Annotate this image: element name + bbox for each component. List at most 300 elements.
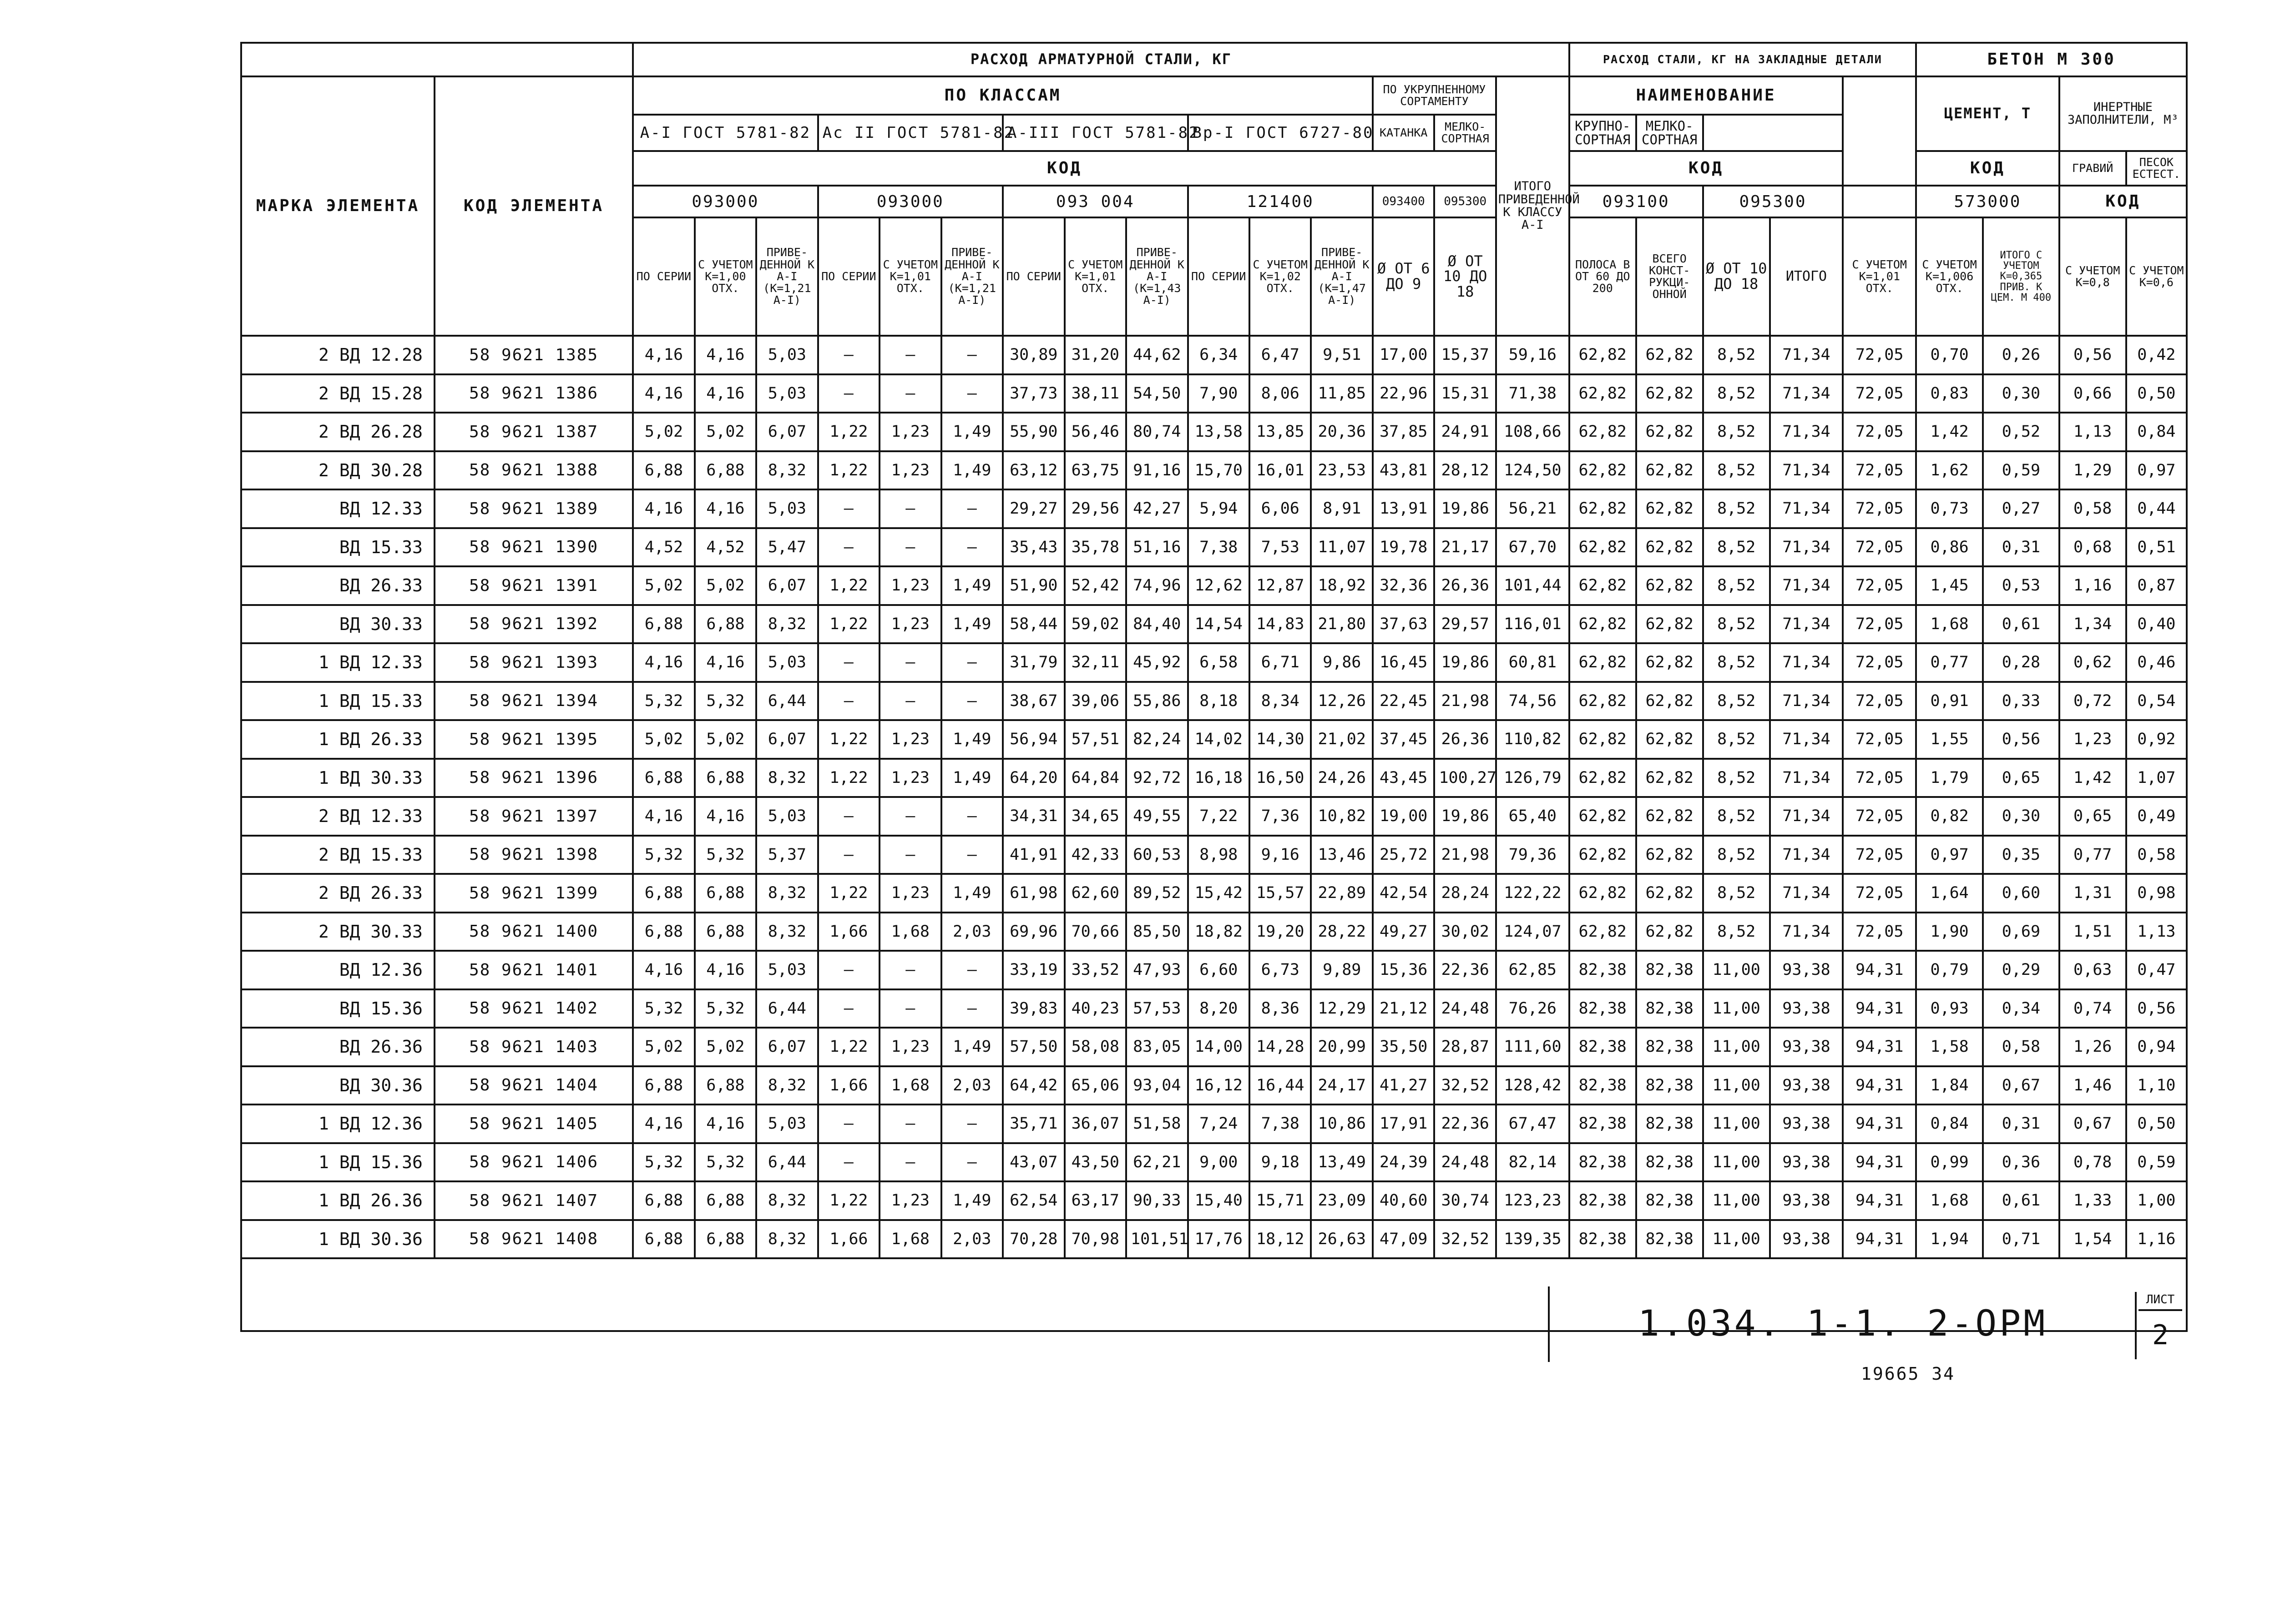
total-reduced: ИТОГО ПРИВЕДЕННОЙ К КЛАССУ А-I (1496, 76, 1569, 336)
code-573000: 573000 (1916, 186, 2059, 217)
table-cell: 93,38 (1770, 1143, 1843, 1182)
table-cell: 0,27 (1983, 489, 2059, 528)
table-cell: 1,33 (2059, 1181, 2126, 1220)
table-cell: 71,34 (1770, 566, 1843, 605)
table-cell: 2,03 (941, 913, 1003, 951)
element-mark: ВД 15.33 (241, 528, 435, 567)
table-cell: 122,22 (1496, 874, 1569, 913)
table-cell: 8,20 (1188, 989, 1249, 1028)
table-cell: 6,73 (1249, 951, 1311, 989)
table-cell: 43,07 (1003, 1143, 1064, 1182)
table-cell: 111,60 (1496, 1028, 1569, 1066)
table-cell: 1,13 (2059, 413, 2126, 451)
class-bp1: Вр-I ГОСТ 6727-80 (1188, 115, 1373, 151)
table-cell: 108,66 (1496, 413, 1569, 451)
table-cell: 0,50 (2126, 1105, 2187, 1143)
table-cell: 55,90 (1003, 413, 1064, 451)
table-cell: 6,88 (633, 605, 694, 644)
sub-by-series-2: ПО СЕРИИ (818, 217, 880, 336)
table-cell: 93,38 (1770, 1028, 1843, 1066)
sub-cement-total: ИТОГО С УЧЕТОМ К=0,365 ПРИВ. К ЦЕМ. М 400 (1983, 217, 2059, 336)
table-cell: 0,52 (1983, 413, 2059, 451)
sub-by-series-1: ПО СЕРИИ (633, 217, 694, 336)
table-cell: 14,02 (1188, 720, 1249, 759)
table-cell: 14,83 (1249, 605, 1311, 644)
table-cell: 22,96 (1373, 374, 1434, 413)
table-cell: 11,00 (1703, 1066, 1770, 1105)
table-cell: 93,04 (1126, 1066, 1188, 1105)
table-cell: 32,52 (1434, 1220, 1496, 1259)
table-cell: 1,66 (818, 1220, 880, 1259)
table-cell: 71,34 (1770, 413, 1843, 451)
table-cell: 0,58 (2059, 489, 2126, 528)
table-cell: 0,92 (2126, 720, 2187, 759)
table-cell: 94,31 (1843, 951, 1916, 989)
table-cell: 5,02 (695, 566, 756, 605)
table-cell: 11,00 (1703, 1181, 1770, 1220)
table-cell: – (880, 1143, 941, 1182)
aggregates: ИНЕРТНЫЕ ЗАПОЛНИТЕЛИ, М³ (2059, 76, 2187, 151)
table-cell: 7,38 (1249, 1105, 1311, 1143)
sub-itogo: ИТОГО (1770, 217, 1843, 336)
table-cell: – (818, 643, 880, 682)
table-cell: 0,65 (1983, 759, 2059, 797)
element-code: 58 9621 1397 (435, 797, 633, 836)
table-cell: 55,86 (1126, 682, 1188, 721)
table-cell: 82,38 (1636, 1220, 1703, 1259)
table-cell: 94,31 (1843, 1181, 1916, 1220)
table-cell: 18,82 (1188, 913, 1249, 951)
table-cell: 71,34 (1770, 682, 1843, 721)
table-cell: 0,71 (1983, 1220, 2059, 1259)
col-mark: МАРКА ЭЛЕМЕНТА (241, 76, 435, 336)
table-row (241, 451, 2187, 490)
table-cell: 1,79 (1916, 759, 1983, 797)
table-cell: 33,52 (1065, 951, 1126, 989)
sheet-label: ЛИСТ (2138, 1293, 2182, 1311)
table-cell: 62,82 (1636, 759, 1703, 797)
table-cell: 72,05 (1843, 643, 1916, 682)
table-cell: 38,67 (1003, 682, 1064, 721)
table-cell: 42,33 (1065, 836, 1126, 874)
table-cell: 91,16 (1126, 451, 1188, 490)
table-cell: 32,36 (1373, 566, 1434, 605)
table-cell: 62,85 (1496, 951, 1569, 989)
table-cell: 0,56 (2126, 989, 2187, 1028)
table-cell: 13,46 (1311, 836, 1372, 874)
table-cell: 5,03 (756, 489, 818, 528)
table-cell: 62,82 (1569, 566, 1636, 605)
table-cell: 139,35 (1496, 1220, 1569, 1259)
table-cell: 71,34 (1770, 374, 1843, 413)
table-cell: 6,88 (695, 759, 756, 797)
table-cell: 5,47 (756, 528, 818, 567)
table-cell: 62,82 (1569, 528, 1636, 567)
table-cell: 24,48 (1434, 989, 1496, 1028)
table-row (241, 643, 2187, 682)
table-cell: 51,90 (1003, 566, 1064, 605)
table-cell: 5,03 (756, 951, 818, 989)
table-cell: 1,34 (2059, 605, 2126, 644)
table-cell: 41,27 (1373, 1066, 1434, 1105)
class-a1: А-I ГОСТ 5781-82 (633, 115, 818, 151)
table-cell: 51,58 (1126, 1105, 1188, 1143)
steel-consumption-table (240, 42, 2188, 1332)
table-cell: 72,05 (1843, 759, 1916, 797)
element-code: 58 9621 1399 (435, 874, 633, 913)
table-cell: 8,98 (1188, 836, 1249, 874)
code-label-2: КОД (1569, 151, 1843, 186)
table-cell: 4,16 (633, 951, 694, 989)
table-cell: 11,85 (1311, 374, 1372, 413)
table-cell: 93,38 (1770, 1066, 1843, 1105)
table-cell: 82,38 (1569, 1105, 1636, 1143)
element-code: 58 9621 1386 (435, 374, 633, 413)
table-cell: 0,35 (1983, 836, 2059, 874)
table-cell: 4,16 (633, 374, 694, 413)
table-row (241, 1066, 2187, 1105)
table-cell: 62,82 (1636, 336, 1703, 374)
table-cell: 0,69 (1983, 913, 2059, 951)
table-cell: – (880, 489, 941, 528)
emb-blank (1843, 76, 1916, 186)
table-cell: 0,58 (1983, 1028, 2059, 1066)
table-cell: 5,03 (756, 797, 818, 836)
table-cell: 92,72 (1126, 759, 1188, 797)
table-cell: 0,56 (1983, 720, 2059, 759)
table-cell: 72,05 (1843, 874, 1916, 913)
table-cell: 16,01 (1249, 451, 1311, 490)
table-cell: 4,16 (695, 951, 756, 989)
table-cell: 6,88 (633, 913, 694, 951)
table-cell: 28,12 (1434, 451, 1496, 490)
table-row (241, 951, 2187, 989)
table-cell: 9,18 (1249, 1143, 1311, 1182)
table-cell: 26,36 (1434, 720, 1496, 759)
table-row (241, 720, 2187, 759)
table-cell: 14,00 (1188, 1028, 1249, 1066)
table-cell: 82,38 (1569, 1181, 1636, 1220)
table-cell: 6,88 (695, 913, 756, 951)
table-cell: 71,34 (1770, 489, 1843, 528)
table-cell: 71,34 (1770, 643, 1843, 682)
table-cell: 8,52 (1703, 528, 1770, 567)
element-code: 58 9621 1389 (435, 489, 633, 528)
table-row (241, 682, 2187, 721)
table-cell: 71,34 (1770, 605, 1843, 644)
title-embedded: РАСХОД СТАЛИ, КГ НА ЗАКЛАДНЫЕ ДЕТАЛИ (1569, 43, 1916, 76)
table-cell: 18,92 (1311, 566, 1372, 605)
table-cell: 82,38 (1569, 1143, 1636, 1182)
table-cell: 29,56 (1065, 489, 1126, 528)
table-cell: 6,88 (633, 1066, 694, 1105)
element-code: 58 9621 1402 (435, 989, 633, 1028)
table-cell: 62,82 (1569, 797, 1636, 836)
table-cell: 15,31 (1434, 374, 1496, 413)
table-cell: 62,82 (1569, 720, 1636, 759)
table-cell: 56,21 (1496, 489, 1569, 528)
table-cell: 64,42 (1003, 1066, 1064, 1105)
sub-d10-18: Ø ОТ 10 ДО 18 (1434, 217, 1496, 336)
table-cell: 72,05 (1843, 413, 1916, 451)
table-cell: 0,60 (1983, 874, 2059, 913)
table-cell: 4,16 (633, 336, 694, 374)
table-cell: 9,00 (1188, 1143, 1249, 1182)
gravel: ГРАВИЙ (2059, 151, 2126, 186)
table-cell: 62,82 (1636, 682, 1703, 721)
table-cell: 6,88 (695, 1181, 756, 1220)
table-cell: 94,31 (1843, 1105, 1916, 1143)
element-mark: 2 ВД 15.28 (241, 374, 435, 413)
table-cell: 5,02 (695, 720, 756, 759)
table-cell: 13,49 (1311, 1143, 1372, 1182)
table-cell: 6,07 (756, 720, 818, 759)
table-cell: 62,82 (1636, 874, 1703, 913)
table-cell: – (818, 1143, 880, 1182)
table-cell: 38,11 (1065, 374, 1126, 413)
code-093100: 093100 (1569, 186, 1703, 217)
table-cell: 82,38 (1636, 1028, 1703, 1066)
table-cell: 0,70 (1916, 336, 1983, 374)
col-code: КОД ЭЛЕМЕНТА (435, 76, 633, 336)
table-cell: 1,10 (2126, 1066, 2187, 1105)
table-cell: 9,51 (1311, 336, 1372, 374)
table-cell: 57,51 (1065, 720, 1126, 759)
table-cell: 0,61 (1983, 605, 2059, 644)
table-cell: 62,82 (1636, 720, 1703, 759)
table-cell: 35,50 (1373, 1028, 1434, 1066)
table-cell: 0,87 (2126, 566, 2187, 605)
table-cell: 72,05 (1843, 913, 1916, 951)
table-cell: 0,54 (2126, 682, 2187, 721)
table-cell: 57,53 (1126, 989, 1188, 1028)
table-cell: 0,77 (2059, 836, 2126, 874)
table-row (241, 1143, 2187, 1182)
table-cell: 71,34 (1770, 874, 1843, 913)
table-cell: 25,72 (1373, 836, 1434, 874)
table-cell: 1,49 (941, 566, 1003, 605)
table-cell: 10,82 (1311, 797, 1372, 836)
table-cell: 71,34 (1770, 913, 1843, 951)
table-cell: 11,00 (1703, 1143, 1770, 1182)
table-cell: – (941, 682, 1003, 721)
table-cell: 29,27 (1003, 489, 1064, 528)
table-cell: 1,13 (2126, 913, 2187, 951)
table-cell: 11,00 (1703, 1105, 1770, 1143)
table-cell: 110,82 (1496, 720, 1569, 759)
table-cell: 7,53 (1249, 528, 1311, 567)
table-row (241, 836, 2187, 874)
table-cell: 101,44 (1496, 566, 1569, 605)
table-cell: 89,52 (1126, 874, 1188, 913)
table-cell: – (818, 951, 880, 989)
table-cell: 32,11 (1065, 643, 1126, 682)
table-cell: 124,07 (1496, 913, 1569, 951)
table-cell: 4,16 (695, 1105, 756, 1143)
naming-blank (1703, 115, 1843, 151)
table-row (241, 374, 2187, 413)
table-cell: 71,34 (1770, 720, 1843, 759)
table-cell: – (818, 374, 880, 413)
element-mark: 1 ВД 15.33 (241, 682, 435, 721)
table-cell: 93,38 (1770, 1220, 1843, 1259)
large-sort: КРУПНО-СОРТНАЯ (1569, 115, 1636, 151)
table-cell: 72,05 (1843, 720, 1916, 759)
table-cell: 62,82 (1569, 836, 1636, 874)
table-cell: 1,66 (818, 913, 880, 951)
table-cell: 15,37 (1434, 336, 1496, 374)
element-code: 58 9621 1391 (435, 566, 633, 605)
table-cell: 12,29 (1311, 989, 1372, 1028)
table-cell: 21,12 (1373, 989, 1434, 1028)
table-cell: 1,51 (2059, 913, 2126, 951)
table-cell: 4,16 (633, 489, 694, 528)
table-cell: – (941, 374, 1003, 413)
table-cell: 0,99 (1916, 1143, 1983, 1182)
table-cell: 72,05 (1843, 489, 1916, 528)
table-cell: 72,05 (1843, 836, 1916, 874)
table-cell: – (880, 374, 941, 413)
sub-with-acc-emb: С УЧЕТОМ К=1,01 ОТХ. (1843, 217, 1916, 336)
table-cell: – (880, 797, 941, 836)
element-mark: 1 ВД 12.33 (241, 643, 435, 682)
table-cell: 59,16 (1496, 336, 1569, 374)
table-cell: 52,42 (1065, 566, 1126, 605)
table-cell: 13,91 (1373, 489, 1434, 528)
table-cell: 1,23 (880, 720, 941, 759)
table-cell: 100,27 (1434, 759, 1496, 797)
table-cell: 8,36 (1249, 989, 1311, 1028)
table-cell: 22,36 (1434, 951, 1496, 989)
table-cell: 0,31 (1983, 528, 2059, 567)
table-cell: 15,36 (1373, 951, 1434, 989)
table-cell: 32,52 (1434, 1066, 1496, 1105)
table-cell: 6,88 (633, 759, 694, 797)
table-cell: 0,67 (1983, 1066, 2059, 1105)
table-cell: 70,98 (1065, 1220, 1126, 1259)
table-cell: 8,32 (756, 605, 818, 644)
element-mark: 1 ВД 26.33 (241, 720, 435, 759)
table-cell: 21,80 (1311, 605, 1372, 644)
table-cell: 1,68 (880, 1220, 941, 1259)
class-ac2: Ас II ГОСТ 5781-82 (818, 115, 1003, 151)
table-cell: 82,38 (1636, 1181, 1703, 1220)
element-mark: 1 ВД 12.36 (241, 1105, 435, 1143)
table-cell: 24,39 (1373, 1143, 1434, 1182)
sub-gravel-acc: С УЧЕТОМ К=0,8 (2059, 217, 2126, 336)
table-cell: 47,09 (1373, 1220, 1434, 1259)
sub-total-constr: ВСЕГО КОНСТ-РУКЦИ-ОННОЙ (1636, 217, 1703, 336)
table-cell: 19,86 (1434, 643, 1496, 682)
table-cell: 9,89 (1311, 951, 1372, 989)
table-cell: 1,22 (818, 605, 880, 644)
table-cell: 84,40 (1126, 605, 1188, 644)
table-cell: 8,52 (1703, 759, 1770, 797)
table-cell: 28,22 (1311, 913, 1372, 951)
table-cell: 0,77 (1916, 643, 1983, 682)
document-number: 1.034. 1-1. 2-ОРМ (1638, 1303, 2048, 1344)
table-cell: 71,34 (1770, 759, 1843, 797)
table-cell: – (880, 682, 941, 721)
table-cell: 30,89 (1003, 336, 1064, 374)
element-mark: 2 ВД 15.33 (241, 836, 435, 874)
table-cell: 0,65 (2059, 797, 2126, 836)
table-cell: 5,32 (633, 682, 694, 721)
table-cell: 11,00 (1703, 951, 1770, 989)
table-cell: 36,07 (1065, 1105, 1126, 1143)
code-095300: 095300 (1434, 186, 1496, 217)
sub-with-acc-4: С УЧЕТОМ К=1,02 ОТХ. (1249, 217, 1311, 336)
table-cell: 26,63 (1311, 1220, 1372, 1259)
table-cell: 45,92 (1126, 643, 1188, 682)
table-cell: 8,52 (1703, 489, 1770, 528)
table-cell: 31,20 (1065, 336, 1126, 374)
table-cell: 1,22 (818, 720, 880, 759)
table-cell: 14,30 (1249, 720, 1311, 759)
table-cell: 4,52 (633, 528, 694, 567)
element-code: 58 9621 1408 (435, 1220, 633, 1259)
table-cell: 62,82 (1636, 913, 1703, 951)
table-cell: 8,52 (1703, 413, 1770, 451)
table-cell: – (941, 336, 1003, 374)
table-cell: 0,47 (2126, 951, 2187, 989)
table-cell: 5,32 (695, 989, 756, 1028)
table-cell: 0,91 (1916, 682, 1983, 721)
table-cell: 82,38 (1636, 951, 1703, 989)
table-cell: 62,82 (1636, 566, 1703, 605)
table-cell: 17,76 (1188, 1220, 1249, 1259)
table-cell: 0,30 (1983, 797, 2059, 836)
table-cell: 0,59 (1983, 451, 2059, 490)
table-cell: 4,16 (633, 643, 694, 682)
table-cell: 0,93 (1916, 989, 1983, 1028)
table-cell: 62,82 (1569, 413, 1636, 451)
table-cell: 62,82 (1569, 374, 1636, 413)
table-cell: 0,40 (2126, 605, 2187, 644)
table-cell: – (941, 643, 1003, 682)
table-cell: 6,88 (633, 1220, 694, 1259)
sub-by-series-4: ПО СЕРИИ (1188, 217, 1249, 336)
sand: ПЕСОК ЕСТЕСТ. (2126, 151, 2187, 186)
table-cell: 62,82 (1569, 874, 1636, 913)
element-code: 58 9621 1388 (435, 451, 633, 490)
table-cell: 22,36 (1434, 1105, 1496, 1143)
table-cell: 28,87 (1434, 1028, 1496, 1066)
table-cell: 0,73 (1916, 489, 1983, 528)
table-row (241, 336, 2187, 374)
table-cell: 62,82 (1636, 605, 1703, 644)
table-cell: 1,29 (2059, 451, 2126, 490)
sub-cement-acc: С УЧЕТОМ К=1,006 ОТХ. (1916, 217, 1983, 336)
table-cell: 82,38 (1569, 951, 1636, 989)
table-cell: 8,52 (1703, 836, 1770, 874)
table-cell: 4,16 (695, 797, 756, 836)
element-code: 58 9621 1406 (435, 1143, 633, 1182)
table-cell: 1,23 (880, 1028, 941, 1066)
table-row (241, 489, 2187, 528)
table-cell: 85,50 (1126, 913, 1188, 951)
table-cell: 1,68 (880, 1066, 941, 1105)
table-cell: 19,86 (1434, 797, 1496, 836)
table-row (241, 1220, 2187, 1259)
table-cell: – (818, 1105, 880, 1143)
table-cell: 40,23 (1065, 989, 1126, 1028)
table-cell: 93,38 (1770, 951, 1843, 989)
table-row (241, 528, 2187, 567)
table-cell: 21,17 (1434, 528, 1496, 567)
table-cell: 76,26 (1496, 989, 1569, 1028)
table-cell: 0,84 (2126, 413, 2187, 451)
